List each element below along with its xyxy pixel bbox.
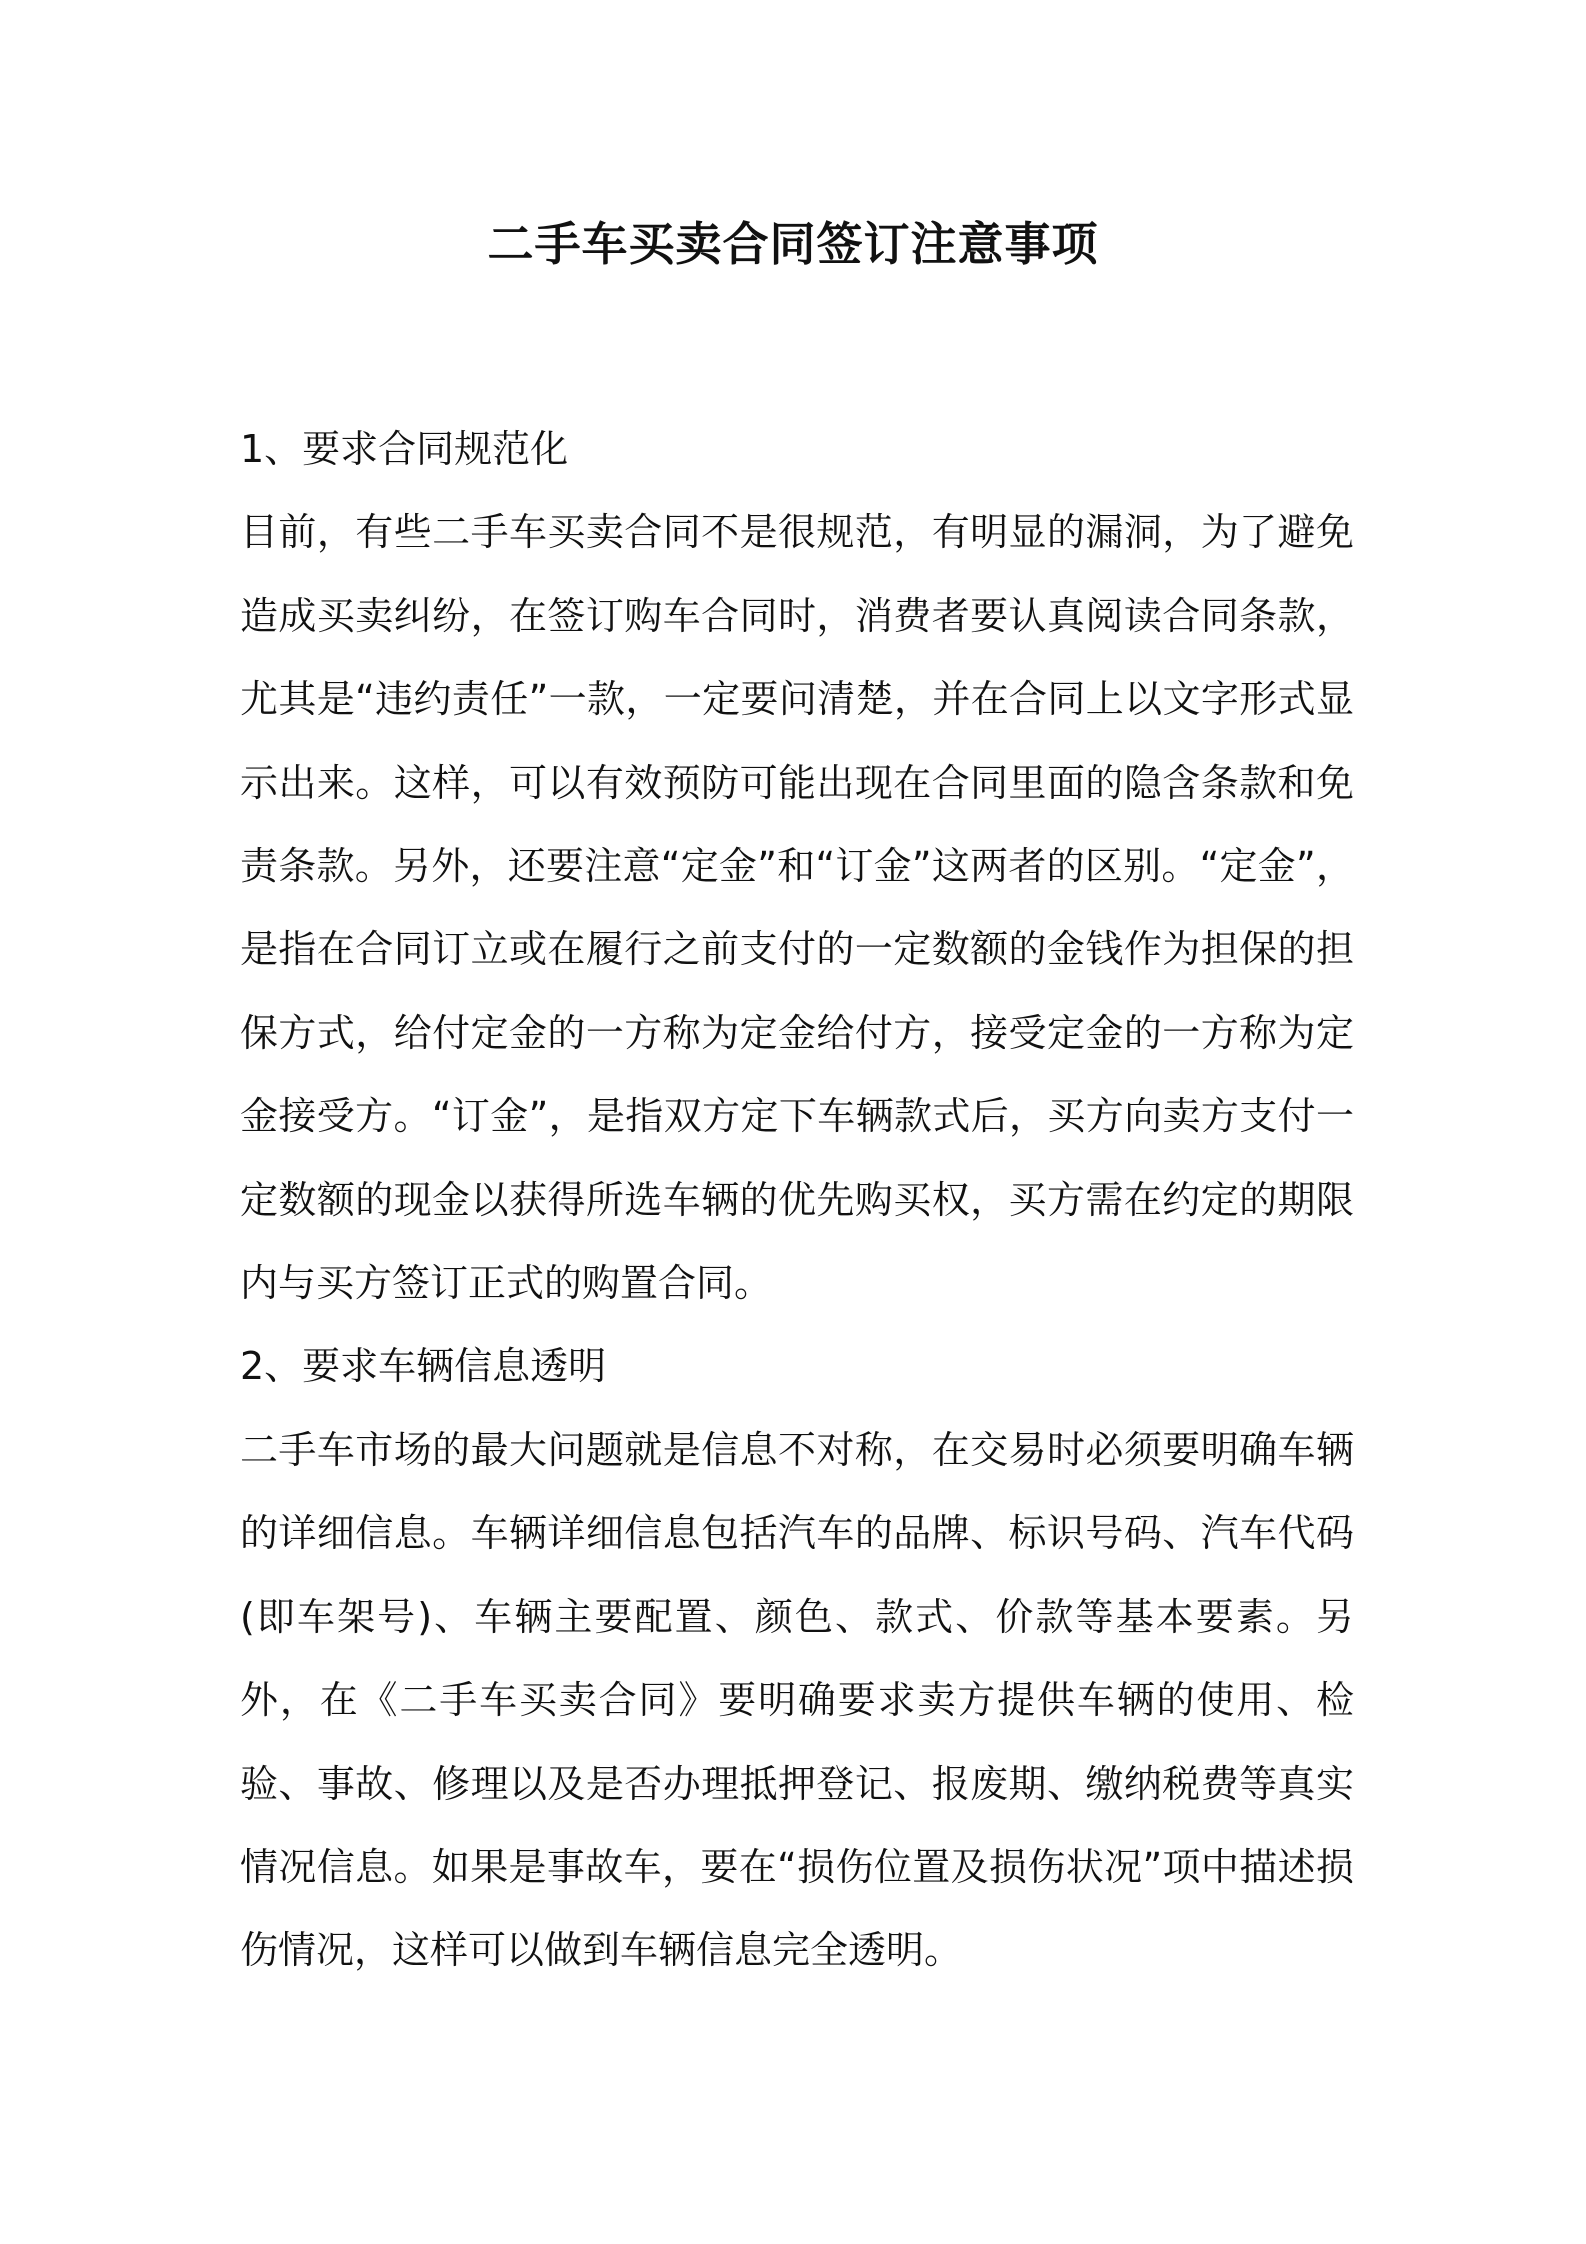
section-paragraph-2: 二手车市场的最大问题就是信息不对称，在交易时必须要明确车辆的详细信息。车辆详细信息包括汽车的品牌、标识号码、汽车代码(即车架号)、车辆主要配置、颜色、款式、价款等基本要素。另外，在《二手车买卖合同》要明确要求卖方提供车辆的使用、检验、事故、修理以及是否办理抵押登记、报废期、缴纳税费等真实情况信息。如果是事故车，要在“损伤位置及损伤状况”项中描述损伤情况，这样可以做到车辆信息完全透明。: [240, 1427, 1354, 1973]
document-title: 二手车买卖合同签订注意事项: [487, 217, 1099, 271]
section-paragraph-1: 目前，有些二手车买卖合同不是很规范，有明显的漏洞，为了避免造成买卖纠纷，在签订购车合同时，消费者要认真阅读合同条款，尤其是“违约责任”一款，一定要问清楚，并在合同上以文字形式显示出来。这样，可以有效预防可能出现在合同里面的隐含条款和免责条款。另外，还要注意“定金”和“订金”这两者的区别。“定金”，是指在合同订立或在履行之前支付的一定数额的金钱作为担保的担保方式，给付定金的一方称为定金给付方，接受定金的一方称为定金接受方。“订金”，是指双方定下车辆款式后，买方向卖方支付一定数额的现金以获得所选车辆的优先购买权，买方需在约定的期限内与买方签订正式的购置合同。: [240, 510, 1354, 1306]
section-heading-1: 1、要求合同规范化: [240, 427, 569, 471]
section-heading-2: 2、要求车辆信息透明: [240, 1344, 607, 1389]
document-body: [240, 408, 1354, 1993]
